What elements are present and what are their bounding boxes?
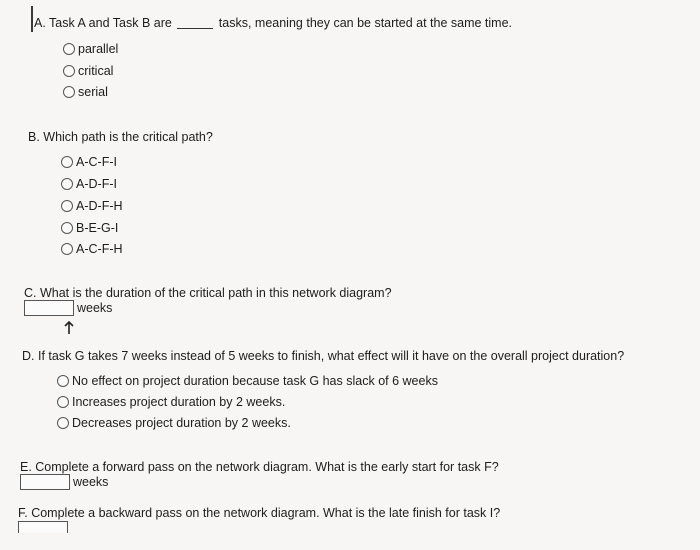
option-label: serial xyxy=(78,85,108,99)
option-label: Increases project duration by 2 weeks. xyxy=(72,395,286,409)
question-d-option-2[interactable] xyxy=(57,395,285,409)
option-label: A-C-F-I xyxy=(76,155,117,169)
question-a-option-serial[interactable] xyxy=(63,85,108,99)
question-c-answer xyxy=(24,300,112,316)
question-b-option-1[interactable] xyxy=(61,155,117,169)
radio-icon[interactable] xyxy=(61,222,73,234)
question-f-input[interactable] xyxy=(18,521,68,533)
question-a-text-after: tasks, meaning they can be started at the same time. xyxy=(218,16,513,30)
option-label: No effect on project duration because task G has slack of 6 weeks xyxy=(72,374,438,388)
question-d-prompt: D. If task G takes 7 weeks instead of 5 weeks to finish, what effect will it have on the overall project duration? xyxy=(22,349,625,363)
question-e-prompt: E. Complete a forward pass on the network diagram. What is the early start for task F? xyxy=(20,460,499,474)
question-a-option-critical[interactable] xyxy=(63,64,113,78)
question-c-input[interactable] xyxy=(24,300,74,316)
question-a-prompt xyxy=(34,16,512,30)
radio-icon[interactable] xyxy=(61,200,73,212)
option-label: critical xyxy=(78,64,114,78)
option-label: Decreases project duration by 2 weeks. xyxy=(72,416,291,430)
radio-icon[interactable] xyxy=(63,65,75,77)
question-e-answer xyxy=(20,474,108,490)
option-label: B-E-G-I xyxy=(76,221,119,235)
question-b-option-3[interactable] xyxy=(61,199,123,213)
question-d-option-1[interactable] xyxy=(57,374,438,388)
radio-icon[interactable] xyxy=(57,417,69,429)
radio-icon[interactable] xyxy=(63,86,75,98)
radio-icon[interactable] xyxy=(61,178,73,190)
question-c-unit: weeks xyxy=(77,301,113,315)
question-f-prompt: F. Complete a backward pass on the network diagram. What is the late finish for task I? xyxy=(18,506,501,520)
question-f-answer xyxy=(18,521,68,533)
question-a-blank xyxy=(177,28,213,29)
option-label: parallel xyxy=(78,42,119,56)
radio-icon[interactable] xyxy=(61,243,73,255)
question-a-text-before: A. Task A and Task B are xyxy=(34,16,172,30)
radio-icon[interactable] xyxy=(57,396,69,408)
radio-icon[interactable] xyxy=(63,43,75,55)
option-label: A-D-F-I xyxy=(76,177,117,191)
question-b-option-2[interactable] xyxy=(61,177,117,191)
question-a-option-parallel[interactable] xyxy=(63,42,118,56)
question-b-option-5[interactable] xyxy=(61,242,123,256)
left-margin-bar xyxy=(31,6,33,32)
question-c-prompt: C. What is the duration of the critical path in this network diagram? xyxy=(24,286,392,300)
question-b-prompt: B. Which path is the critical path? xyxy=(28,130,213,144)
option-label: A-C-F-H xyxy=(76,242,123,256)
radio-icon[interactable] xyxy=(61,156,73,168)
question-e-input[interactable] xyxy=(20,474,70,490)
question-b-option-4[interactable] xyxy=(61,221,118,235)
question-d-option-3[interactable] xyxy=(57,416,291,430)
mouse-pointer-icon xyxy=(62,321,76,335)
question-e-unit: weeks xyxy=(73,475,109,489)
option-label: A-D-F-H xyxy=(76,199,123,213)
radio-icon[interactable] xyxy=(57,375,69,387)
